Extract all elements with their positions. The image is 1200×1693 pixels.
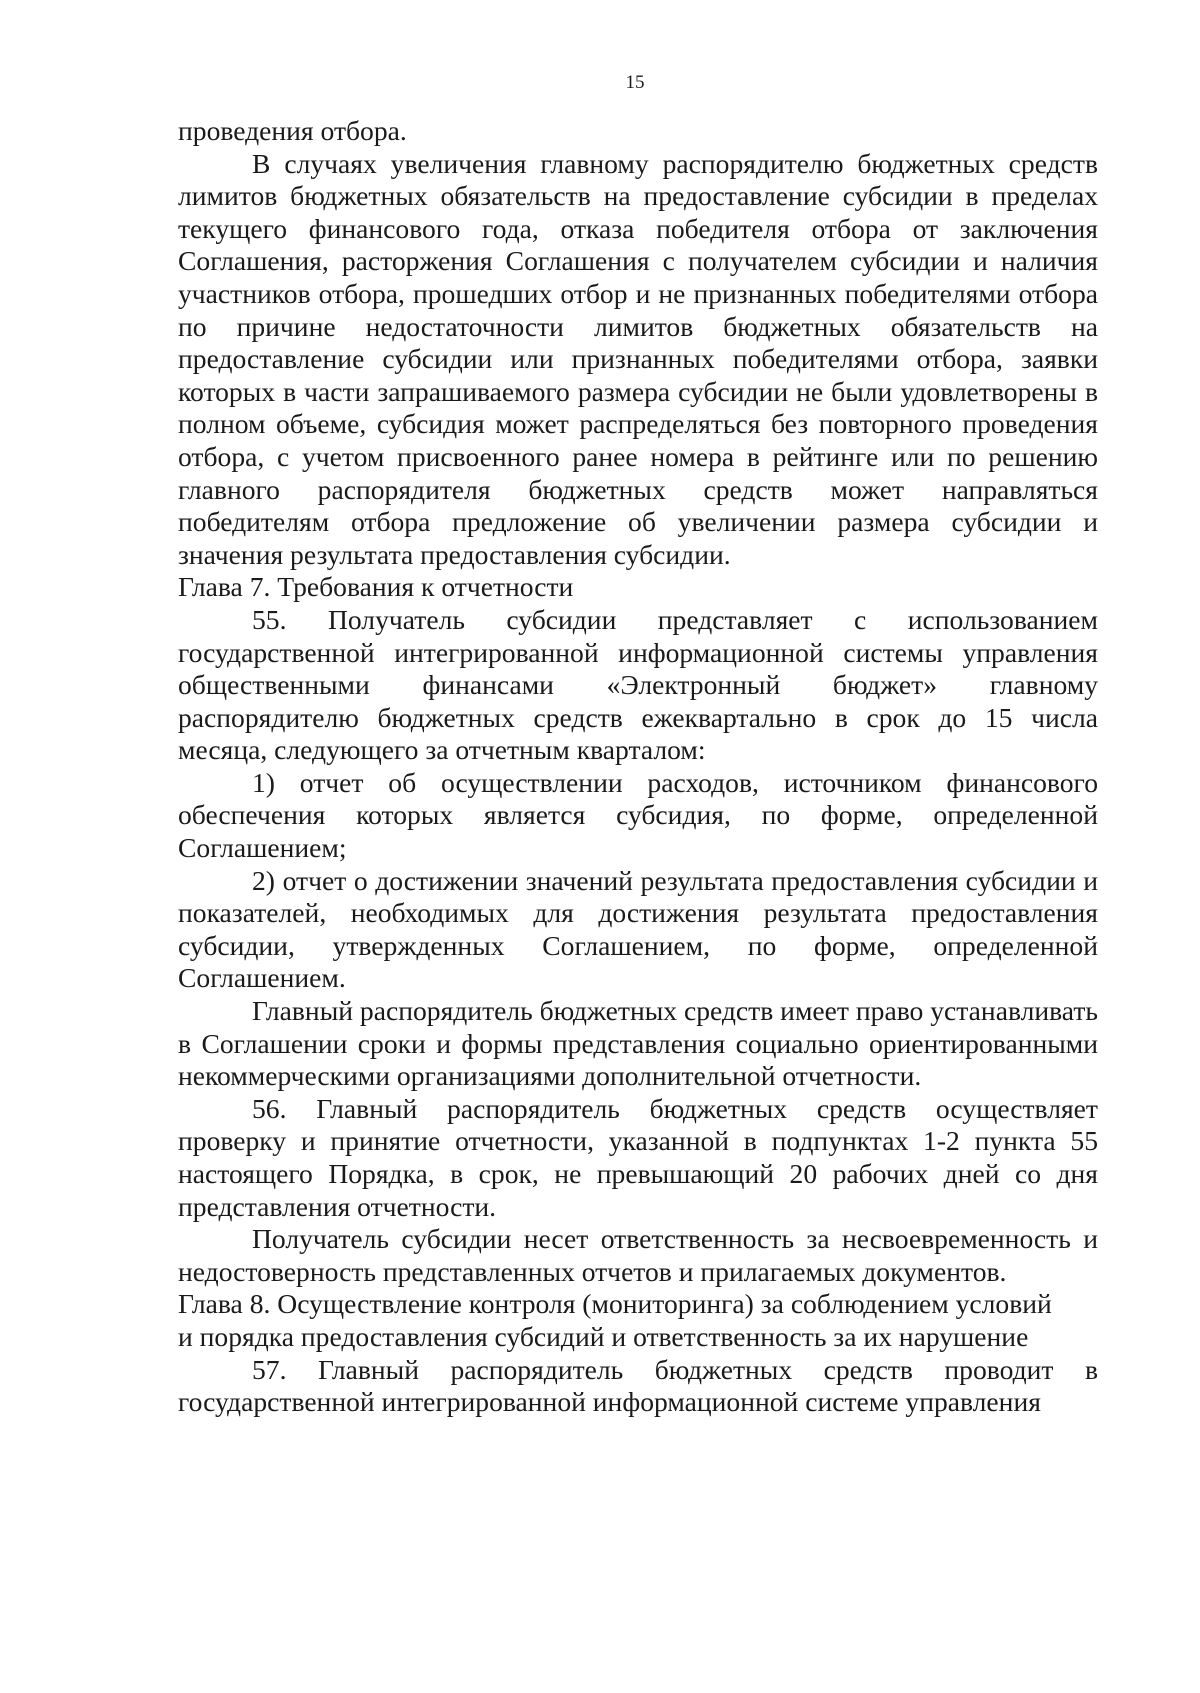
paragraph-redistribution: В случаях увеличения главному распорядителю бюджетных средств лимитов бюджетных обязательств на предоставление субсидии в пределах текущего финансового года, отказа победителя отбора от заключения Соглашения, расторжения Соглашения с получателем субсидии и наличия участников отбора, прошедших отбор и не признанных победителями отбора по причине недостаточности лимитов бюджетных обязательств на предоставление субсидии или признанных победителями отбора, заявки которых в части запрашиваемого размера субсидии не были удовлетворены в полном объеме, субсидия может распределяться без повторного проведения отбора, с учетом присвоенного ранее номера в рейтинге или по решению главного распорядителя бюджетных средств может направляться победителям отбора предложение об увеличении размера субсидии и значения результата предоставления субсидии.: [178, 147, 1098, 570]
chapter-7-heading: Глава 7. Требования к отчетности: [178, 571, 574, 603]
paragraph-55-item-1: 1) отчет об осуществлении расходов, источником финансового обеспечения которых является субсидия, по форме, определенной Соглашением;: [178, 766, 1098, 864]
chapter-8-heading-line-2: и порядка предоставления субсидий и ответственность за их нарушение: [178, 1320, 1029, 1352]
paragraph-55-item-2: 2) отчет о достижении значений результата предоставления субсидии и показателей, необходимых для достижения результата предоставления субсидии, утвержденных Соглашением, по форме, определенной Соглашением.: [178, 864, 1098, 994]
chapter-8-heading-line-1: Глава 8. Осуществление контроля (мониторинга) за соблюдением условий: [178, 1288, 1052, 1320]
paragraph-continuation: проведения отбора.: [178, 115, 407, 146]
document-body: [178, 115, 1098, 1419]
paragraph-55: 55. Получатель субсидии представляет с использованием государственной интегрированной информационной системы управления общественными финансами «Электронный бюджет» главному распорядителю бюджетных средств ежеквартально в срок до 15 числа месяца, следующего за отчетным кварталом:: [178, 603, 1098, 766]
paragraph-56: 56. Главный распорядитель бюджетных средств осуществляет проверку и принятие отчетности, указанной в подпунктах 1-2 пункта 55 настоящего Порядка, в срок, не превышающий 20 рабочих дней со дня представления отчетности.: [178, 1092, 1098, 1222]
paragraph-additional-reporting: Главный распорядитель бюджетных средств имеет право устанавливать в Соглашении сроки и формы представления социально ориентированными некоммерческими организациями дополнительной отчетности.: [178, 995, 1098, 1092]
paragraph-responsibility: Получатель субсидии несет ответственность за несвоевременность и недостоверность представленных отчетов и прилагаемых документов.: [178, 1223, 1098, 1287]
page-number: 15: [625, 72, 645, 93]
paragraph-57: 57. Главный распорядитель бюджетных средств проводит в государственной интегрированной информационной системе управления: [178, 1353, 1098, 1418]
chapter-8-heading: [178, 1288, 1098, 1353]
